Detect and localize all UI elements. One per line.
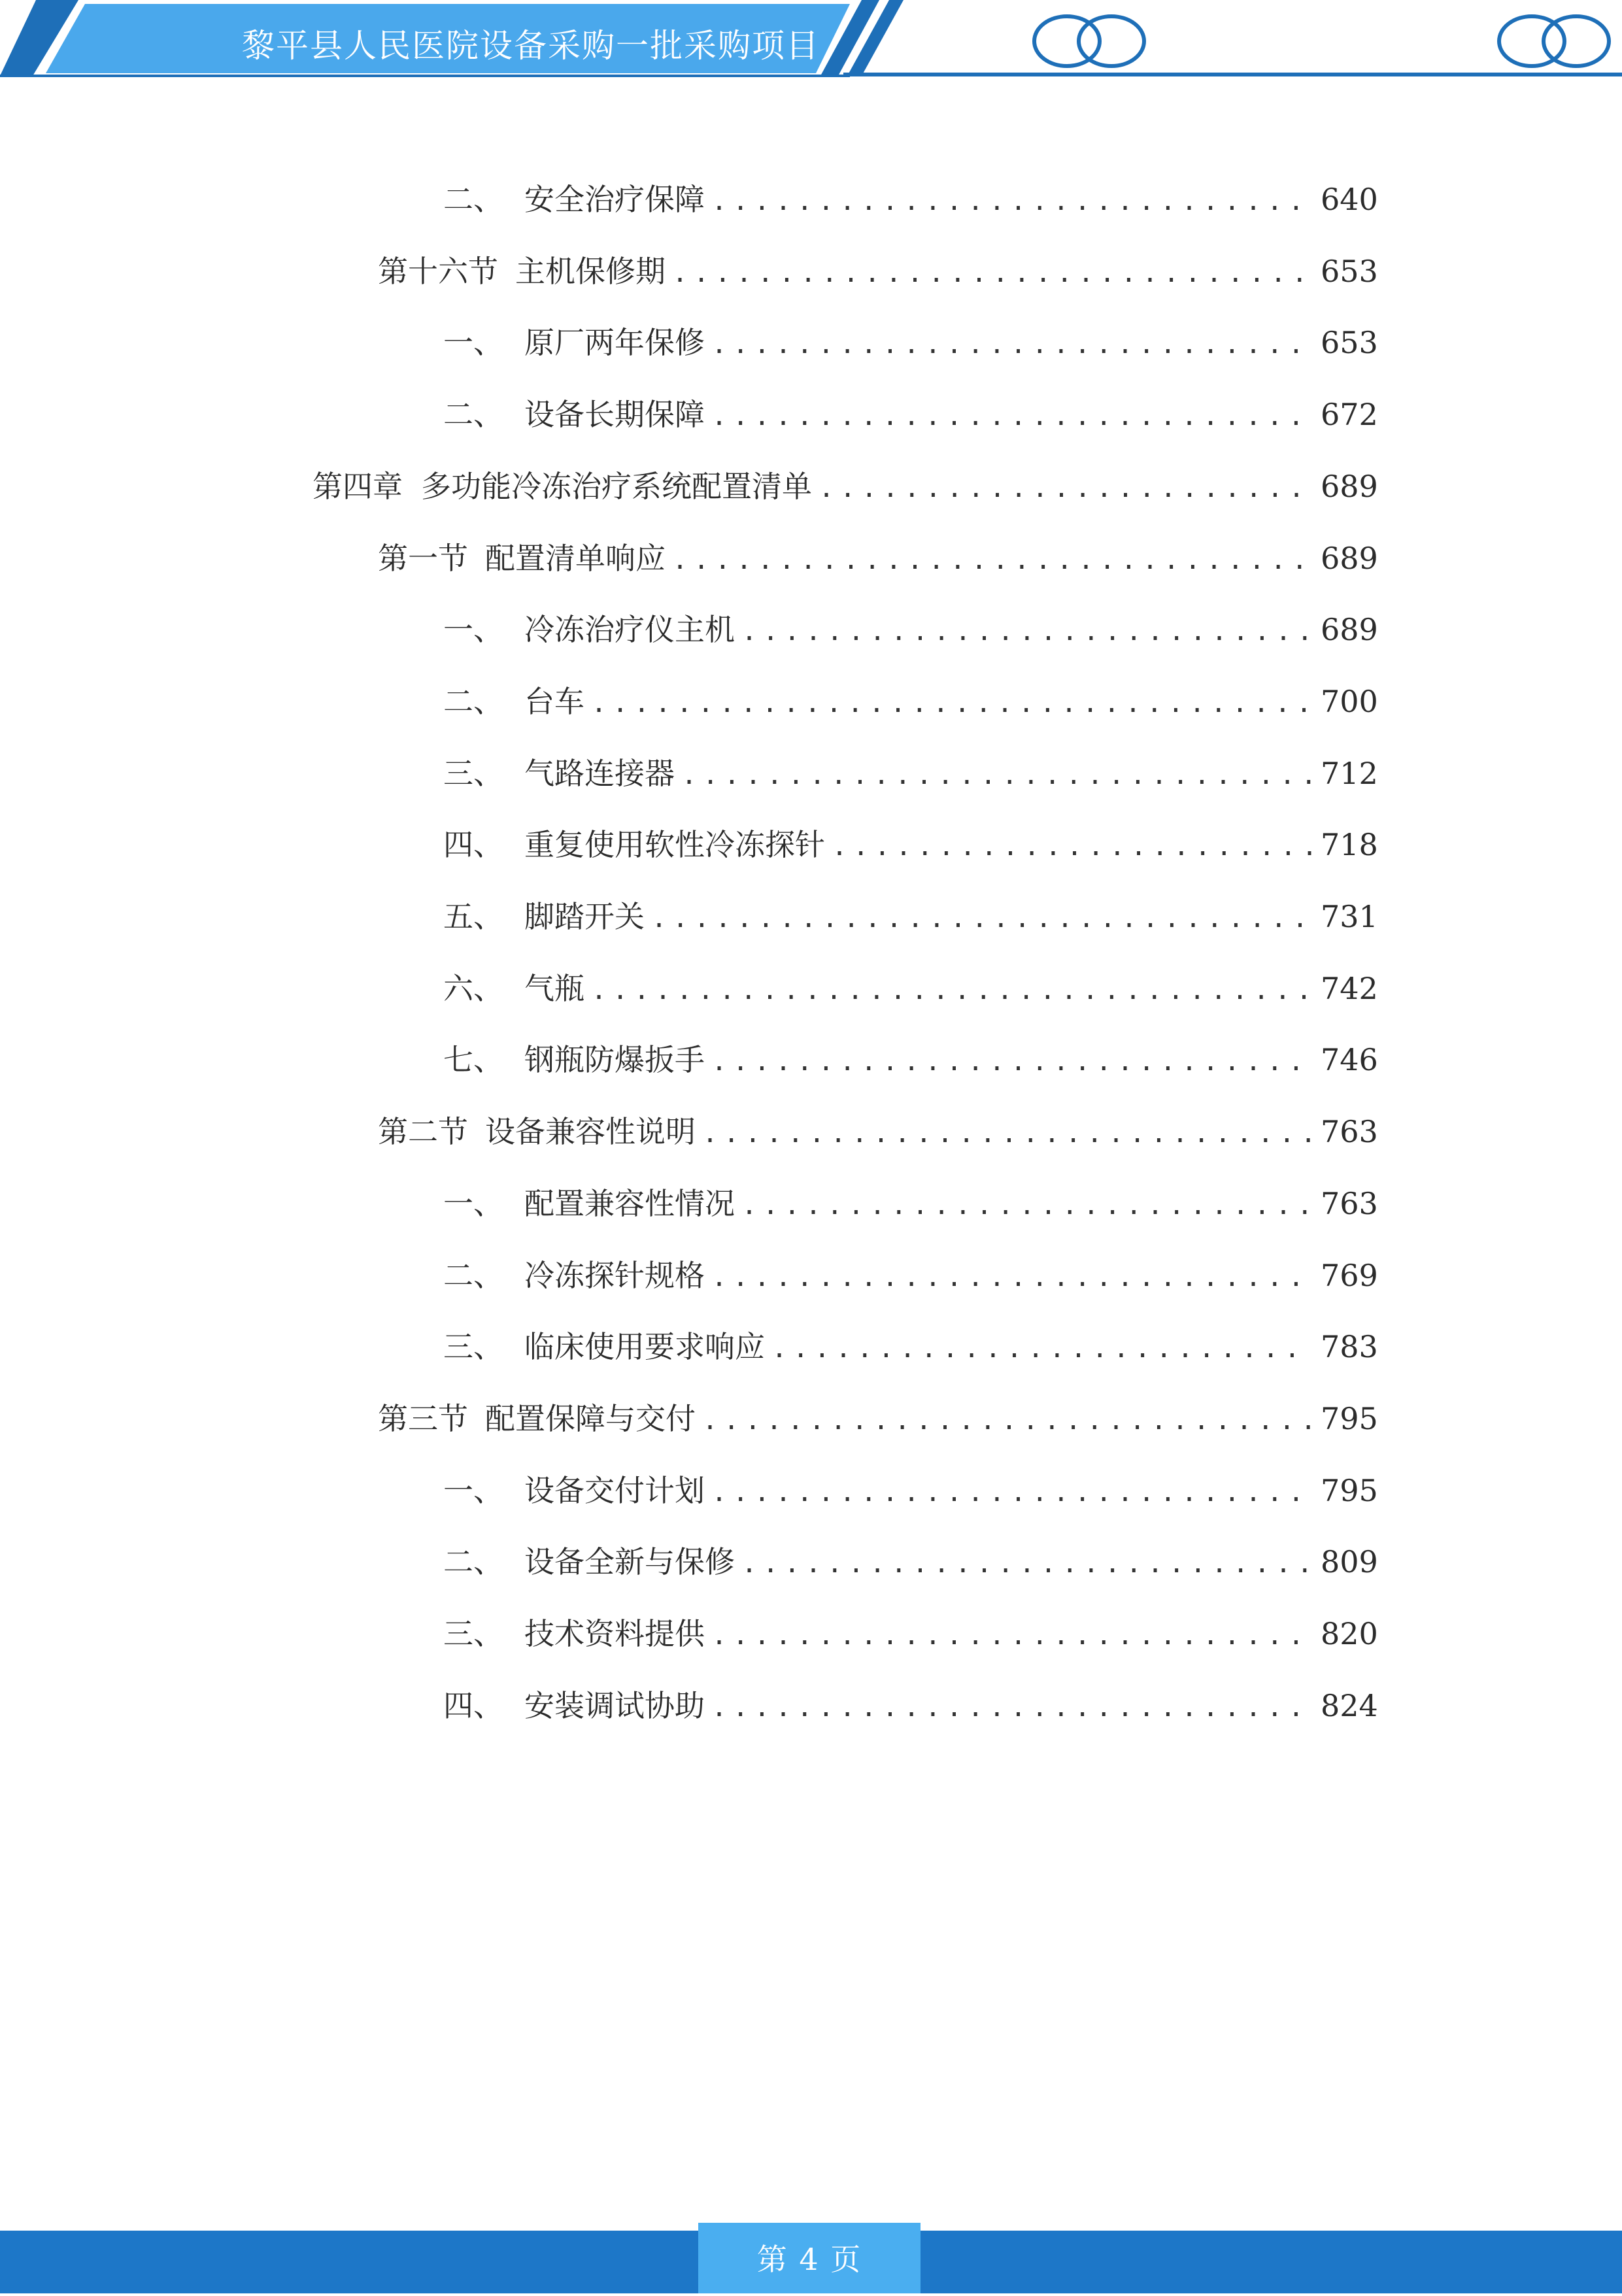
toc-entry-title: 安装调试协助 — [524, 1688, 705, 1723]
dot-leader — [681, 752, 1311, 798]
toc-entry-number: 三、 — [443, 1616, 503, 1651]
dot-leader — [711, 1685, 1311, 1730]
toc-entry-title: 主机保修期 — [515, 254, 666, 289]
toc-entry-page: 718 — [1321, 827, 1378, 862]
dot-leader — [711, 1039, 1311, 1085]
dot-leader — [711, 322, 1311, 367]
toc-entry-title: 设备兼容性说明 — [485, 1114, 696, 1149]
toc-entry-title: 配置清单响应 — [485, 541, 666, 576]
page-footer — [0, 2223, 1622, 2293]
toc-entry-title: 配置保障与交付 — [485, 1401, 696, 1436]
dot-leader — [711, 1613, 1311, 1659]
toc-entry-number: 四、 — [443, 1688, 503, 1723]
toc-entry-number: 第四章 — [313, 469, 403, 504]
toc-entry[interactable] — [443, 1324, 1376, 1370]
toc-entry-number: 第三节 — [378, 1401, 468, 1436]
toc-entry[interactable] — [443, 966, 1376, 1011]
toc-entry-number: 一、 — [443, 1473, 503, 1508]
dot-leader — [741, 1541, 1311, 1587]
toc-entry[interactable] — [443, 822, 1376, 868]
toc-entry-number: 三、 — [443, 1329, 503, 1364]
toc-entry[interactable] — [443, 751, 1376, 796]
toc-entry-number: 一、 — [443, 325, 503, 360]
toc-entry-page: 700 — [1321, 684, 1378, 719]
toc-entry-title: 冷冻探针规格 — [524, 1258, 705, 1293]
toc-entry[interactable] — [378, 248, 1376, 294]
toc-entry[interactable] — [378, 1396, 1376, 1442]
page-number: 第 4 页 — [698, 2223, 921, 2293]
toc-entry-page: 820 — [1321, 1616, 1378, 1651]
toc-entry-title: 台车 — [524, 684, 584, 719]
toc-entry-title: 设备长期保障 — [524, 397, 705, 432]
toc-entry[interactable] — [313, 464, 1376, 509]
toc-entry-number: 第二节 — [378, 1114, 468, 1149]
toc-entry[interactable] — [443, 1181, 1376, 1226]
toc-entry-page: 746 — [1321, 1042, 1378, 1077]
toc-entry-page: 824 — [1321, 1688, 1378, 1723]
dot-leader — [702, 1398, 1311, 1443]
toc-entry-title: 气瓶 — [524, 971, 584, 1006]
dot-leader — [702, 1111, 1311, 1156]
toc-entry-number: 一、 — [443, 612, 503, 647]
toc-entry-page: 783 — [1321, 1329, 1378, 1364]
toc-entry[interactable] — [443, 1539, 1376, 1585]
dot-leader — [672, 537, 1311, 583]
toc-entry-page: 795 — [1321, 1473, 1378, 1508]
toc-entry-number: 七、 — [443, 1042, 503, 1077]
toc-entry[interactable] — [443, 1611, 1376, 1657]
toc-entry-title: 安全治疗保障 — [524, 182, 705, 217]
toc-entry-number: 二、 — [443, 397, 503, 432]
dot-leader — [741, 609, 1311, 654]
toc-entry[interactable] — [443, 679, 1376, 724]
dot-leader — [651, 896, 1311, 941]
toc-entry-title: 多功能冷冻治疗系统配置清单 — [421, 469, 812, 504]
toc-entry[interactable] — [378, 1109, 1376, 1155]
toc-entry-number: 二、 — [443, 1258, 503, 1293]
document-title: 黎平县人民医院设备采购一批采购项目 — [242, 27, 820, 65]
toc-entry-number: 四、 — [443, 827, 503, 862]
toc-entry-number: 一、 — [443, 1186, 503, 1221]
toc-entry-title: 原厂两年保修 — [524, 325, 705, 360]
dot-leader — [711, 1255, 1311, 1300]
toc-entry-page: 689 — [1321, 541, 1378, 576]
toc-entry-page: 689 — [1321, 469, 1378, 504]
toc-entry-title: 气路连接器 — [524, 756, 675, 791]
toc-entry-page: 769 — [1321, 1258, 1378, 1293]
dot-leader — [711, 1470, 1311, 1515]
toc-entry-title: 重复使用软性冷冻探针 — [524, 827, 825, 862]
page-header — [0, 0, 1622, 85]
toc-entry-number: 二、 — [443, 182, 503, 217]
dot-leader — [711, 394, 1311, 439]
dot-leader — [672, 250, 1311, 296]
rings-logo-right — [1499, 16, 1609, 66]
toc-entry-number: 二、 — [443, 1544, 503, 1579]
toc-entry-page: 653 — [1321, 325, 1378, 360]
toc-entry-title: 脚踏开关 — [524, 899, 645, 934]
toc-entry-page: 712 — [1321, 756, 1378, 791]
toc-entry-title: 设备全新与保修 — [524, 1544, 735, 1579]
toc-entry-number: 六、 — [443, 971, 503, 1006]
toc-entry-page: 672 — [1321, 397, 1378, 432]
toc-entry-number: 二、 — [443, 684, 503, 719]
toc-entry[interactable] — [443, 1468, 1376, 1513]
toc-entry[interactable] — [378, 535, 1376, 581]
toc-entry-number: 三、 — [443, 756, 503, 791]
dot-leader — [832, 824, 1311, 869]
toc-entry-page: 689 — [1321, 612, 1378, 647]
dot-leader — [711, 178, 1311, 224]
toc-entry-page: 653 — [1321, 254, 1378, 289]
toc-entry-page: 731 — [1321, 899, 1378, 934]
toc-entry-page: 742 — [1321, 971, 1378, 1006]
toc-entry[interactable] — [443, 392, 1376, 437]
toc-entry-page: 640 — [1321, 182, 1378, 217]
toc-entry-title: 配置兼容性情况 — [524, 1186, 735, 1221]
dot-leader — [591, 968, 1311, 1013]
toc-entry-page: 795 — [1321, 1401, 1378, 1436]
toc-entry[interactable] — [443, 607, 1376, 652]
dot-leader — [819, 465, 1311, 511]
toc-entry-title: 设备交付计划 — [524, 1473, 705, 1508]
toc-entry-title: 钢瓶防爆扳手 — [524, 1042, 705, 1077]
toc-entry[interactable] — [443, 1253, 1376, 1298]
toc-entry[interactable] — [443, 894, 1376, 939]
toc-entry-number: 第十六节 — [378, 254, 498, 289]
toc-entry-number: 五、 — [443, 899, 503, 934]
toc-entry-number: 第一节 — [378, 541, 468, 576]
toc-entry-title: 技术资料提供 — [524, 1616, 705, 1651]
toc-entry-title: 冷冻治疗仪主机 — [524, 612, 735, 647]
dot-leader — [591, 681, 1311, 726]
toc-entry[interactable] — [443, 320, 1376, 365]
toc-entry-page: 809 — [1321, 1544, 1378, 1579]
rings-logo-left — [1034, 16, 1144, 66]
toc-entry-page: 763 — [1321, 1186, 1378, 1221]
dot-leader — [741, 1183, 1311, 1228]
toc-entry[interactable] — [443, 1683, 1376, 1729]
toc-entry[interactable] — [443, 1037, 1376, 1083]
dot-leader — [771, 1326, 1311, 1372]
toc-entry[interactable] — [443, 177, 1376, 222]
toc-entry-title: 临床使用要求响应 — [524, 1329, 765, 1364]
toc-entry-page: 763 — [1321, 1114, 1378, 1149]
